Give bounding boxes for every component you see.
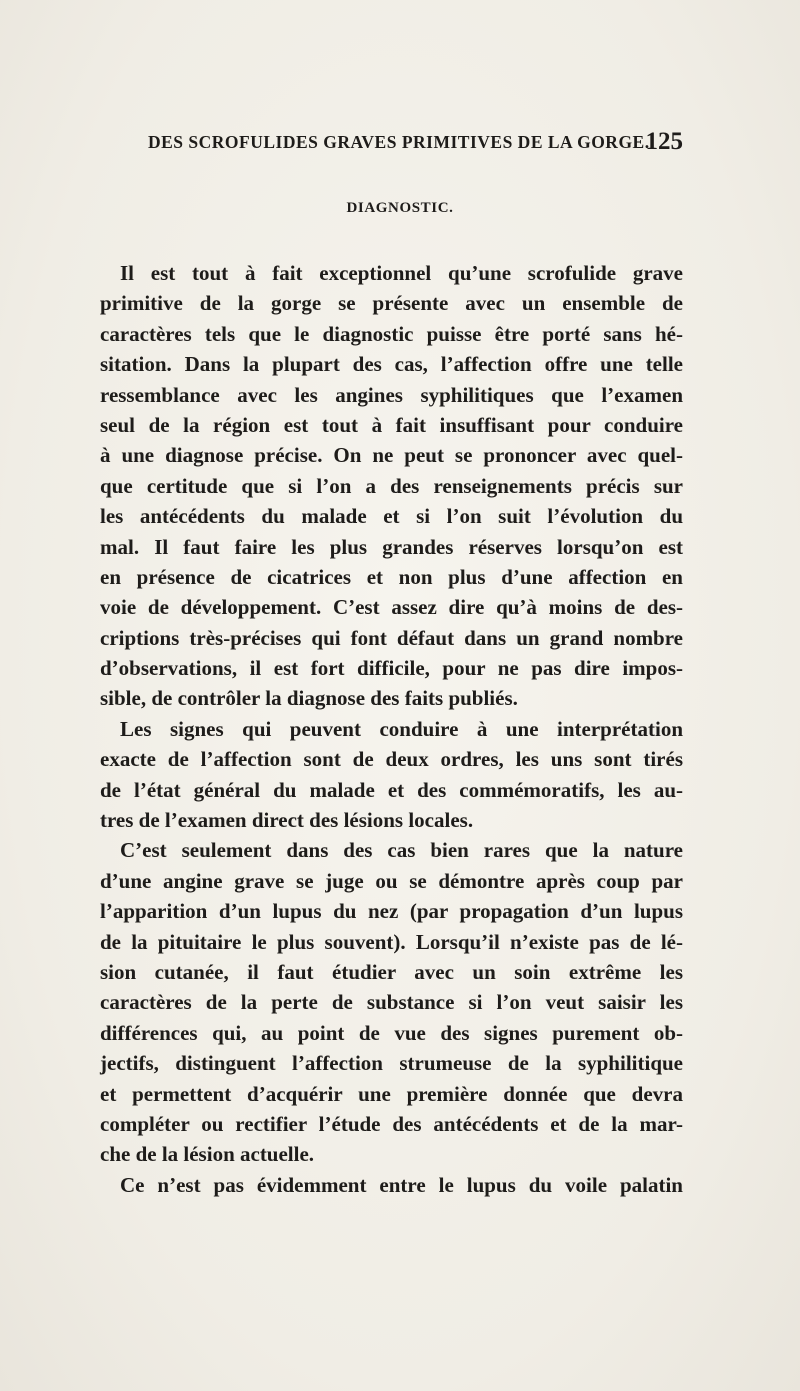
text-line: tres de l’examen direct des lésions locales. — [100, 808, 474, 833]
text-line: criptions très-précises qui font défaut dans un grand nombre — [100, 625, 683, 650]
text-line: sible, de contrôler la diagnose des faits publiés. — [100, 686, 518, 711]
text-line: en présence de cicatrices et non plus d’une affection en — [100, 564, 683, 589]
text-line: compléter ou rectifier l’étude des antécédents et de la mar- — [100, 1111, 683, 1136]
text-line: d’une angine grave se juge ou se démontre après coup par — [100, 868, 683, 893]
text-line: les antécédents du malade et si l’on suit l’évolution du — [100, 504, 683, 529]
text-line: d’observations, il est fort difficile, pour ne pas dire impos- — [100, 656, 683, 681]
text-line: voie de développement. C’est assez dire qu’à moins de des- — [100, 595, 683, 620]
body-text — [100, 258, 683, 1200]
text-line: caractères tels que le diagnostic puisse être porté sans hé- — [100, 321, 683, 346]
running-title: DES SCROFULIDES GRAVES PRIMITIVES DE LA GORGE. — [148, 132, 650, 152]
text-line: primitive de la gorge se présente avec un ensemble de — [100, 291, 683, 316]
text-line: C’est seulement dans des cas bien rares que la nature — [120, 838, 683, 863]
text-line: seul de la région est tout à fait insuffisant pour conduire — [100, 412, 683, 437]
text-line: différences qui, au point de vue des signes purement ob- — [100, 1020, 683, 1045]
text-line: caractères de la perte de substance si l’on veut saisir les — [100, 990, 683, 1015]
section-title: DIAGNOSTIC. — [346, 200, 454, 216]
text-line: mal. Il faut faire les plus grandes réserves lorsqu’on est — [100, 534, 683, 559]
text-line: sitation. Dans la plupart des cas, l’affection offre une telle — [100, 352, 683, 377]
text-line: che de la lésion actuelle. — [100, 1142, 315, 1167]
text-line: à une diagnose précise. On ne peut se prononcer avec quel- — [100, 443, 683, 468]
text-line: Les signes qui peuvent conduire à une interprétation — [120, 716, 683, 741]
text-line: Il est tout à fait exceptionnel qu’une scrofulide grave — [120, 261, 683, 285]
text-line: exacte de l’affection sont de deux ordres, les uns sont tirés — [100, 747, 683, 772]
text-line: ressemblance avec les angines syphilitiques que l’examen — [100, 382, 683, 407]
text-line: de la pituitaire le plus souvent). Lorsqu’il n’existe pas de lé- — [100, 929, 683, 954]
text-line: que certitude que si l’on a des renseignements précis sur — [100, 473, 683, 498]
running-header — [148, 130, 683, 160]
text-line: sion cutanée, il faut étudier avec un soin extrême les — [100, 959, 683, 984]
page-number: 125 — [645, 128, 683, 155]
text-line: et permettent d’acquérir une première donnée que devra — [100, 1081, 683, 1106]
text-line: l’apparition d’un lupus du nez (par propagation d’un lupus — [100, 899, 683, 924]
text-line: de l’état général du malade et des commémoratifs, les au- — [100, 777, 683, 802]
text-line: Ce n’est pas évidemment entre le lupus du voile palatin — [120, 1172, 683, 1197]
text-line: jectifs, distinguent l’affection strumeuse de la syphilitique — [100, 1051, 683, 1076]
